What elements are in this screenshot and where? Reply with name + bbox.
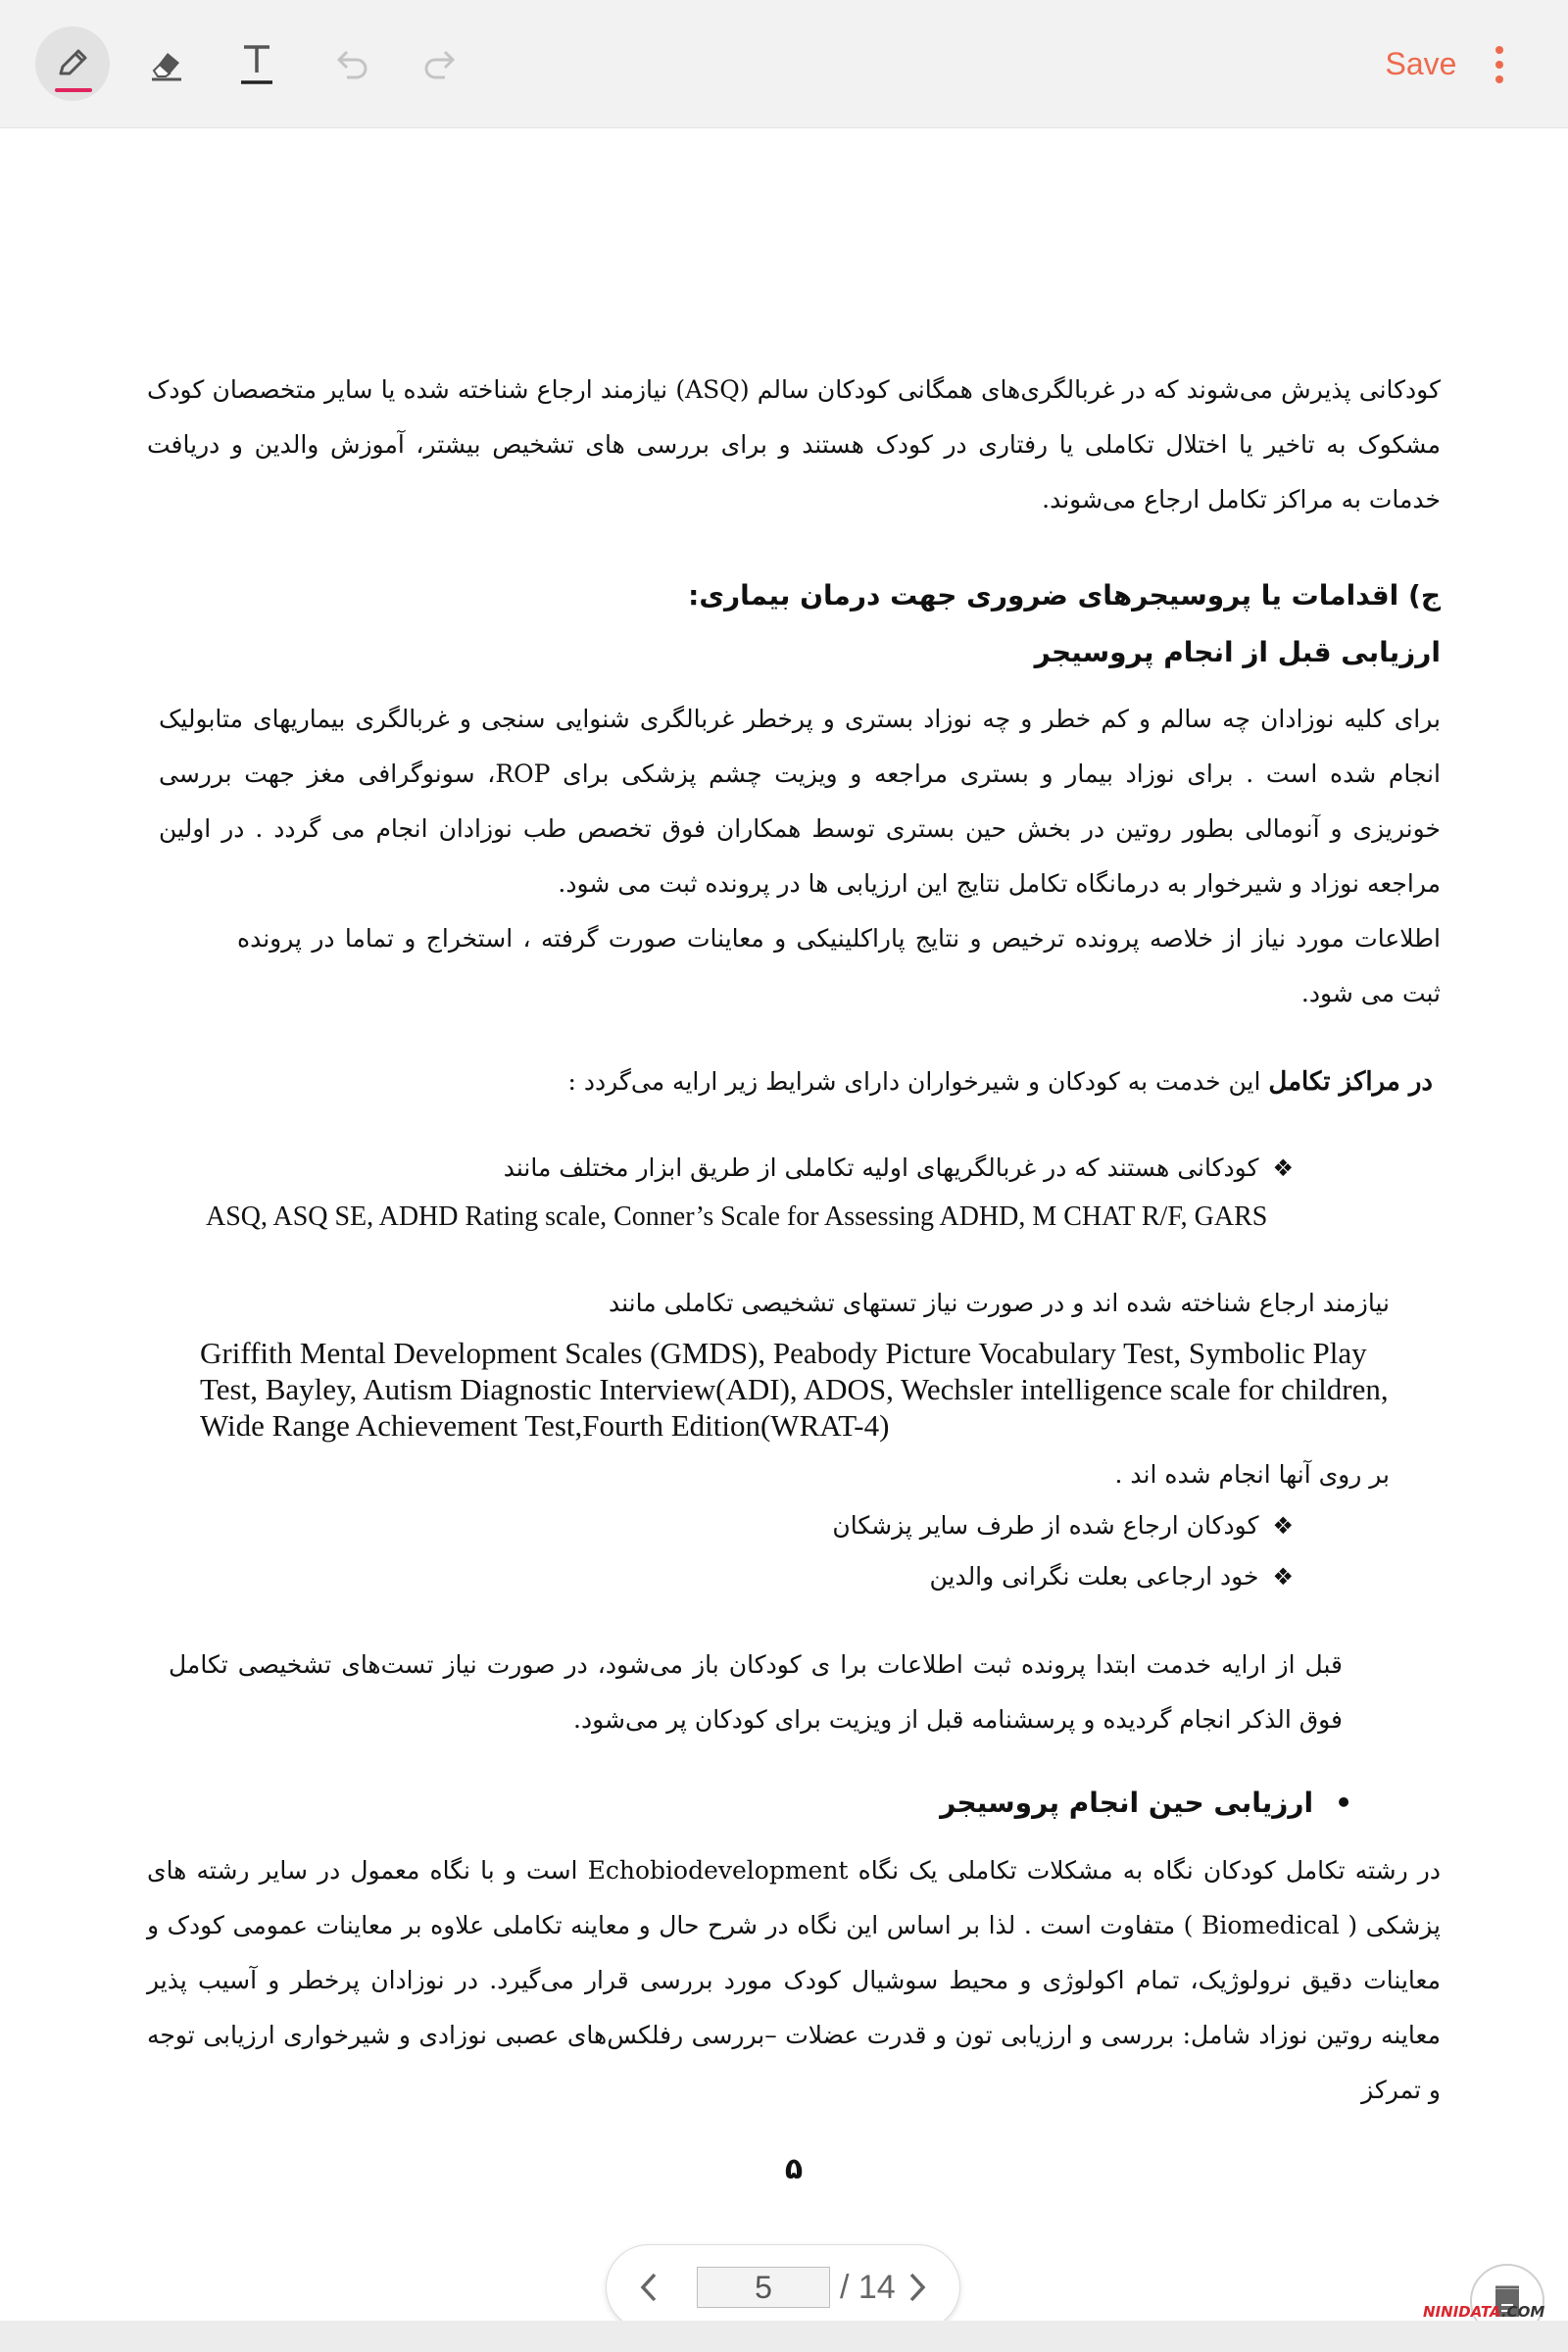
previous-page-button[interactable] [628, 2267, 669, 2308]
info-paragraph: اطلاعات مورد نیاز از خلاصه پرونده ترخیص و نتایج پاراکلینیکی و معاینات صورت گرفته ، استخراج و تماما در پرونده ثبت می شود. [237, 924, 1441, 1007]
eraser-tool-button[interactable] [129, 26, 204, 101]
bullet-referred-text: کودکان ارجاع شده از طرف سایر پزشکان [832, 1511, 1259, 1540]
bullet-self-referred [147, 1551, 1294, 1602]
annotation-toolbar [0, 0, 1568, 128]
centers-lead: در مراکز تکامل [1268, 1067, 1433, 1097]
current-page-input[interactable] [697, 2267, 830, 2308]
undo-icon [329, 44, 372, 83]
watermark-part1: NINIDATA [1423, 2303, 1501, 2321]
bottom-bar [0, 2321, 1568, 2352]
pen-color-indicator [55, 88, 92, 92]
done-line: بر روی آنها انجام شده اند . [1114, 1460, 1390, 1489]
screening-tools-list: ASQ, ASQ SE, ADHD Rating scale, Conner’s Scale for Assessing ADHD, M CHAT R/F, GARS [206, 1201, 1268, 1232]
bullet-mark: ❖ [1272, 1563, 1294, 1591]
during-procedure-heading-text: ارزیابی حین انجام پروسیجر [940, 1787, 1314, 1819]
before-service-paragraph: قبل از ارایه خدمت ابتدا پرونده ثبت اطلاعات برا ی کودکان باز می‌شود، در صورت نیاز تست‌های تشخیصی تکامل فوق الذکر انجام گردیده و پرسشنامه قبل از ویزیت برای کودکان پر می‌شود. [169, 1650, 1343, 1734]
bullet-self-referred-text: خود ارجاعی بعلت نگرانی والدین [929, 1562, 1259, 1591]
bullet-screening-text: کودکانی هستند که در غربالگریهای اولیه تکاملی از طریق ابزار مختلف مانند [503, 1153, 1259, 1182]
watermark-part2: .COM [1500, 2303, 1545, 2321]
document-page [147, 363, 1441, 2118]
bullet-mark: ❖ [1272, 1154, 1294, 1182]
pre-procedure-paragraph: برای کلیه نوزادان چه سالم و کم خطر و چه نوزاد بستری و پرخطر غربالگری شنوایی سنجی و غربالگری بیماریهای متابولیک انجام شده است . برای نوزاد بیمار و بستری مراجعه و ویزیت چشم پزشکی برای ROP، سونوگرافی مغز جهت بررسی خونریزی و آنومالی بطور روتین در بخش حین بستری توسط همکاران فوق تخصص طب نوزادان انجام می گردد . در اولین مراجعه نوزاد و شیرخوار به درمانگاه تکامل نتایج این ارزیابی ها در پرونده ثبت می شود. [159, 705, 1441, 898]
watermark [1423, 2303, 1544, 2321]
bullet-referred [147, 1500, 1294, 1551]
bullet-mark: ❖ [1272, 1512, 1294, 1540]
eraser-icon [146, 43, 187, 84]
chevron-right-icon [906, 2271, 929, 2304]
more-options-icon[interactable] [1475, 35, 1524, 94]
bullet-screening [147, 1143, 1294, 1194]
page-number-label: ۵ [784, 2152, 804, 2186]
intro-paragraph: کودکانی پذیرش می‌شوند که در غربالگری‌های همگانی کودکان سالم (ASQ) نیازمند ارجاع شناخته شده یا سایر متخصصان کودک مشکوک به تاخیر یا اختلال تکاملی یا رفتاری در کودک هستند و برای بررسی های تشخیص بیشتر، آموزش والدین و دریافت خدمات به مراکز تکامل ارجاع می‌شوند. [147, 375, 1441, 514]
next-page-button[interactable] [897, 2267, 938, 2308]
centers-paragraph [147, 1054, 1441, 1109]
text-tool-button[interactable] [220, 26, 294, 101]
diagnostic-tests-list: Griffith Mental Development Scales (GMDS), Peabody Picture Vocabulary Test, Symbolic Play Test, Bayley, Autism Diagnostic Interview(ADI), ADOS, Wechsler intelligence scale for children, Wide Range Achievement Test,Fourth Edition(WRAT-4) [200, 1336, 1389, 1443]
pre-procedure-heading: ارزیابی قبل از انجام پروسیجر [1034, 636, 1441, 668]
chevron-left-icon [637, 2271, 661, 2304]
bullet-dot: • [1335, 1787, 1352, 1819]
during-procedure-heading [147, 1781, 1441, 1826]
redo-icon [419, 44, 463, 83]
text-icon [236, 41, 277, 86]
during-procedure-paragraph: در رشته تکامل کودکان نگاه به مشکلات تکاملی یک نگاه Echobiodevelopment است و با نگاه معمول در سایر رشته های پزشکی ( Biomedical ) متفاوت است . لذا بر اساس این نگاه در شرح حال و معاینه تکاملی علاوه بر معاینات عمومی کودک و معاینات دقیق نرولوژیک، تمام اکولوژی و محیط سوشیال کودک مورد بررسی قرار می‌گیرد. در نوزادان پرخطر و آسیب پذیر معاینه روتین نوزاد شامل: بررسی و ارزیابی تون و قدرت عضلات –بررسی رفلکس‌های عصبی نوزادی و شیرخواری ارزیابی توجه و تمرکز [147, 1856, 1442, 2104]
page-navigator [606, 2244, 960, 2330]
redo-button[interactable] [404, 26, 478, 101]
total-pages-label: / 14 [840, 2269, 896, 2306]
save-button[interactable]: Save [1385, 45, 1457, 81]
centers-text: این خدمت به کودکان و شیرخواران دارای شرایط زیر ارایه می‌گردد : [567, 1067, 1269, 1096]
pen-icon [53, 44, 92, 83]
procedures-heading: ج) اقدامات یا پروسیجرهای ضروری جهت درمان بیماری: [688, 579, 1441, 612]
referral-line: نیازمند ارجاع شناخته شده اند و در صورت نیاز تستهای تشخیصی تکاملی مانند [608, 1289, 1390, 1317]
undo-button[interactable] [314, 26, 388, 101]
